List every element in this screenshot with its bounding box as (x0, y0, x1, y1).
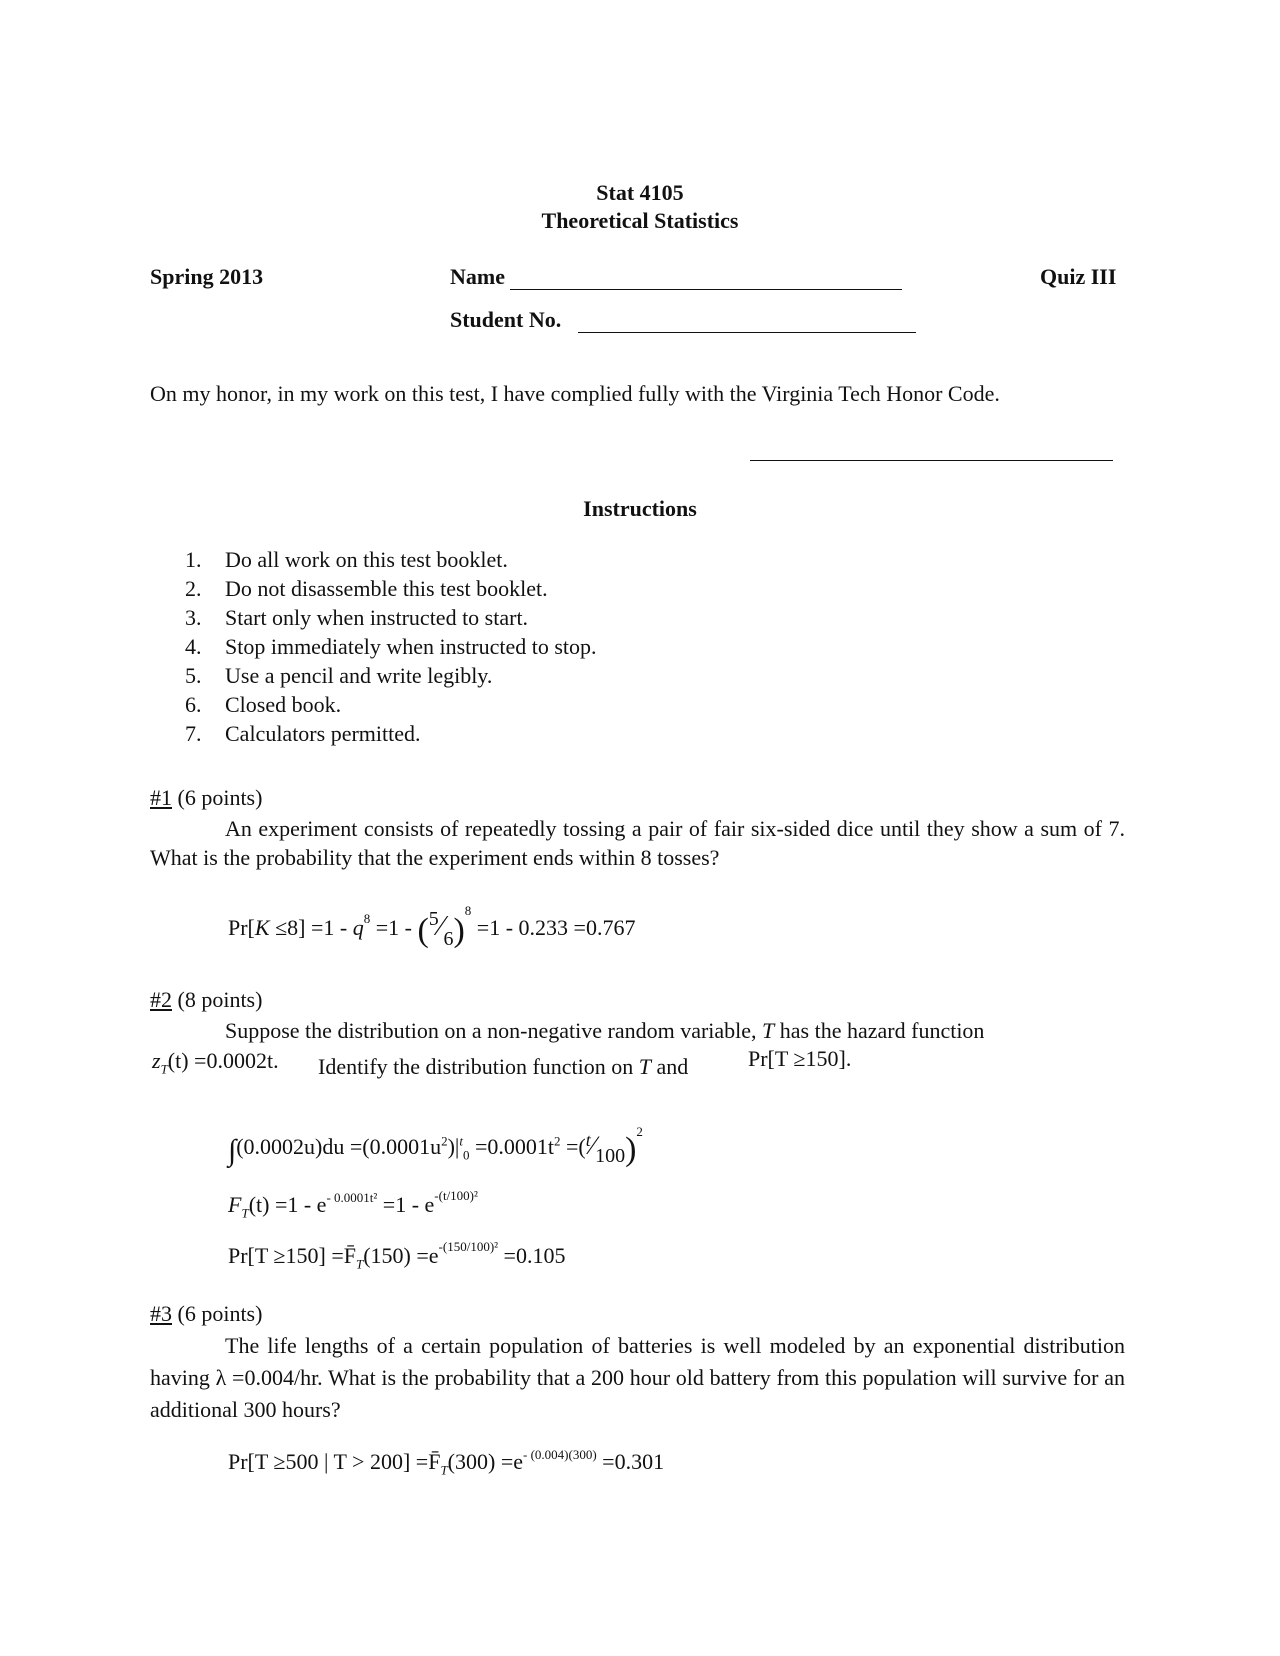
q3-text: The life lengths of a certain population of batteries is well modeled by an exponential distribution having λ =0.004/hr. What is the probability that a 200 hour old battery from this population will survive for an additional 300 hours? (150, 1333, 1125, 1422)
instructions-title: Instructions (583, 496, 697, 521)
course-title: Stat 4105 (596, 180, 684, 205)
term: Spring 2013 (150, 264, 264, 289)
name-field[interactable] (510, 289, 902, 290)
student-no-field[interactable] (578, 332, 916, 333)
q2-line1: $\int(0.0002u)du =(0.0001u^2)|^t_0 =0.0001t^2$ $=(^t⁄_{100})^2$ (228, 1124, 643, 1168)
q2-line2: $F_T(t) =1 - e^{- 0.0001t^2} =1 - e^{-(t/100)^2}$ (228, 1188, 478, 1221)
q1-answer: $Pr[K \le 8] =1 - q^8 =1$ - $(^5⁄_6)^8 =1 - 0.233 =0.767$ (228, 903, 636, 950)
q2-label: #2 (150, 987, 172, 1012)
q2-points: (8 points) (177, 987, 263, 1012)
list-item: 4. Stop immediately when instructed to stop. (185, 634, 597, 659)
list-item: 7. Calculators permitted. (185, 721, 421, 746)
q3-header (150, 1301, 262, 1327)
list-item: 1. Do all work on this test booklet. (185, 547, 508, 572)
list-item: 2. Do not disassemble this test booklet. (185, 576, 548, 601)
q3-points: (6 points) (177, 1301, 263, 1326)
q1-label: #1 (150, 785, 172, 810)
q2-target: Pr[T ≥150]. (748, 1046, 852, 1071)
q2-hazard: $z_T(t) =0.0002t$. (152, 1048, 279, 1077)
q1-header (150, 785, 262, 811)
list-item: 6. Closed book. (185, 692, 342, 717)
list-item: 3. Start only when instructed to start. (185, 605, 529, 630)
course-subtitle: Theoretical Statistics (541, 208, 739, 233)
q2-text: Suppose the distribution on a non-negative random variable, T has the hazard function (225, 1018, 985, 1043)
q1-points: (6 points) (177, 785, 263, 810)
honor-statement: On my honor, in my work on this test, I have complied fully with the Virginia Tech Honor Code. (150, 381, 1000, 406)
q2-header (150, 987, 262, 1013)
q3-answer: Pr[T ≥500 | $T > 200] =F̄_T(300) =e^{- (0.004)(300)} =0.301$ (228, 1447, 665, 1478)
q2-line3: $Pr[T \ge 150] =F̄_T(150) =e^{-(150/100)^2} =0.105$ (228, 1239, 566, 1272)
name-label: Name (450, 264, 505, 289)
signature-field[interactable] (750, 460, 1113, 461)
q2-text-cont: Identify the distribution function on T and (318, 1054, 689, 1079)
student-no-label: Student No. (450, 307, 562, 332)
instructions-list (185, 545, 597, 748)
q3-label: #3 (150, 1301, 172, 1326)
q1-text: An experiment consists of repeatedly tossing a pair of fair six-sided dice until they show a sum of 7. What is the probability that the experiment ends within 8 tosses? (150, 816, 1125, 870)
list-item: 5. Use a pencil and write legibly. (185, 663, 493, 688)
quiz-number: Quiz III (1040, 264, 1117, 289)
